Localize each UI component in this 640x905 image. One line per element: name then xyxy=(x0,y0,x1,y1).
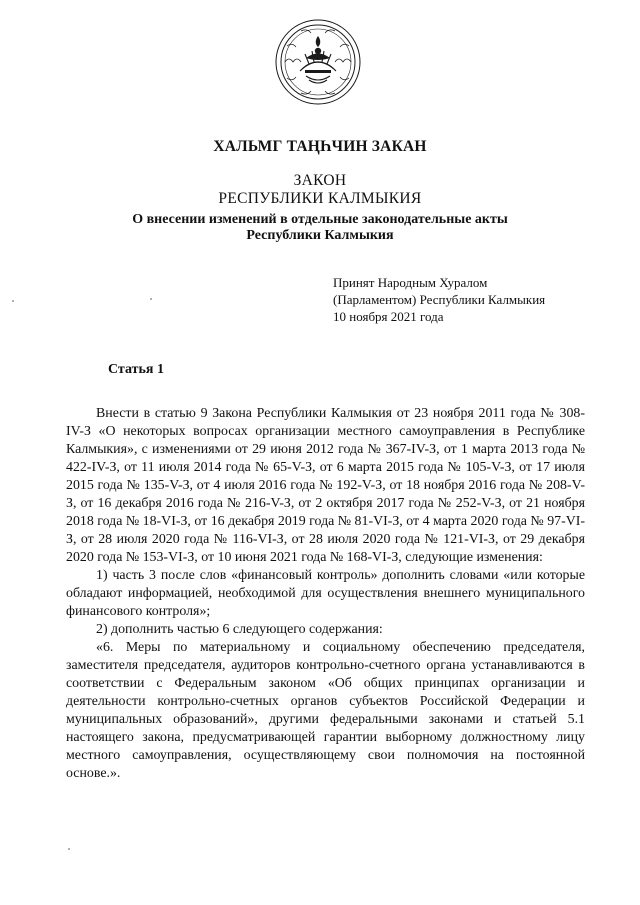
republic-title: РЕСПУБЛИКИ КАЛМЫКИЯ xyxy=(218,190,422,207)
article-intro-paragraph: Внести в статью 9 Закона Республики Калмыкия от 23 ноября 2011 года № 308-IV-З «О некоторых вопросах организации местного самоуправления в Республике Калмыкия», с изменениями от 29 июня 2012 года № 367-IV-З, от 1 марта 2013 года № 422-IV-З, от 11 июля 2014 года № 65-V-З, от 6 марта 2015 года № 105-V-З, от 17 июля 2015 года № 135-V-З, от 4 июля 2016 года № 192-V-З, от 18 ноября 2016 года № 208-V-З, от 16 декабря 2016 года № 216-V-З, от 2 октября 2017 года № 252-V-З, от 21 ноября 2018 года № 18-VI-З, от 16 декабря 2019 года № 81-VI-З, от 4 марта 2020 года № 97-VI-З, от 28 июля 2020 года № 116-VI-З, от 28 июля 2020 года № 121-VI-З, от 29 декабря 2020 года № 153-VI-З, от 10 июня 2021 года № 168-VI-З, следующие изменения: xyxy=(66,406,585,565)
kalmykia-coat-of-arms-icon xyxy=(273,16,363,108)
amendment-item-1: 1) часть 3 после слов «финансовый контроль» дополнить словами «или которые обладают информацией, необходимой для осуществления внешнего муниципального финансового контроля»; xyxy=(66,568,585,619)
adoption-date: 10 ноября 2021 года xyxy=(333,309,444,324)
scan-speck xyxy=(150,298,152,300)
scan-speck xyxy=(68,848,70,850)
article-heading: Статья 1 xyxy=(108,362,164,377)
subtitle-line: Республики Калмыкия xyxy=(246,228,394,243)
law-title-kalmyk: ХАЛЬМГ ТАҢҺЧИН ЗАКАН xyxy=(213,138,427,155)
article-body xyxy=(66,405,585,783)
law-subtitle xyxy=(0,212,640,244)
adoption-line: (Парламентом) Республики Калмыкия xyxy=(333,292,546,307)
scan-speck xyxy=(12,300,14,302)
law-title: ЗАКОН xyxy=(293,172,347,189)
adoption-note xyxy=(333,274,545,325)
adoption-line: Принят Народным Хуралом xyxy=(333,275,488,290)
amendment-item-2-text: «6. Меры по материальному и социальному обеспечению председателя, заместителя председателя, аудиторов контрольно-счетного органа устанавливаются в соответствии с Федеральным законом «Об общих принципах организации и деятельности контрольно-счетных органов субъектов Российской Федерации и муниципальных образований», другими федеральными законами и статьей 5.1 настоящего закона, предусматривающей гарантии выборному должностному лицу местного самоуправления, осуществляющему свои полномочия на постоянной основе.». xyxy=(66,640,585,781)
amendment-item-2: 2) дополнить частью 6 следующего содержания: xyxy=(96,622,383,637)
subtitle-line: О внесении изменений в отдельные законодательные акты xyxy=(132,212,508,227)
